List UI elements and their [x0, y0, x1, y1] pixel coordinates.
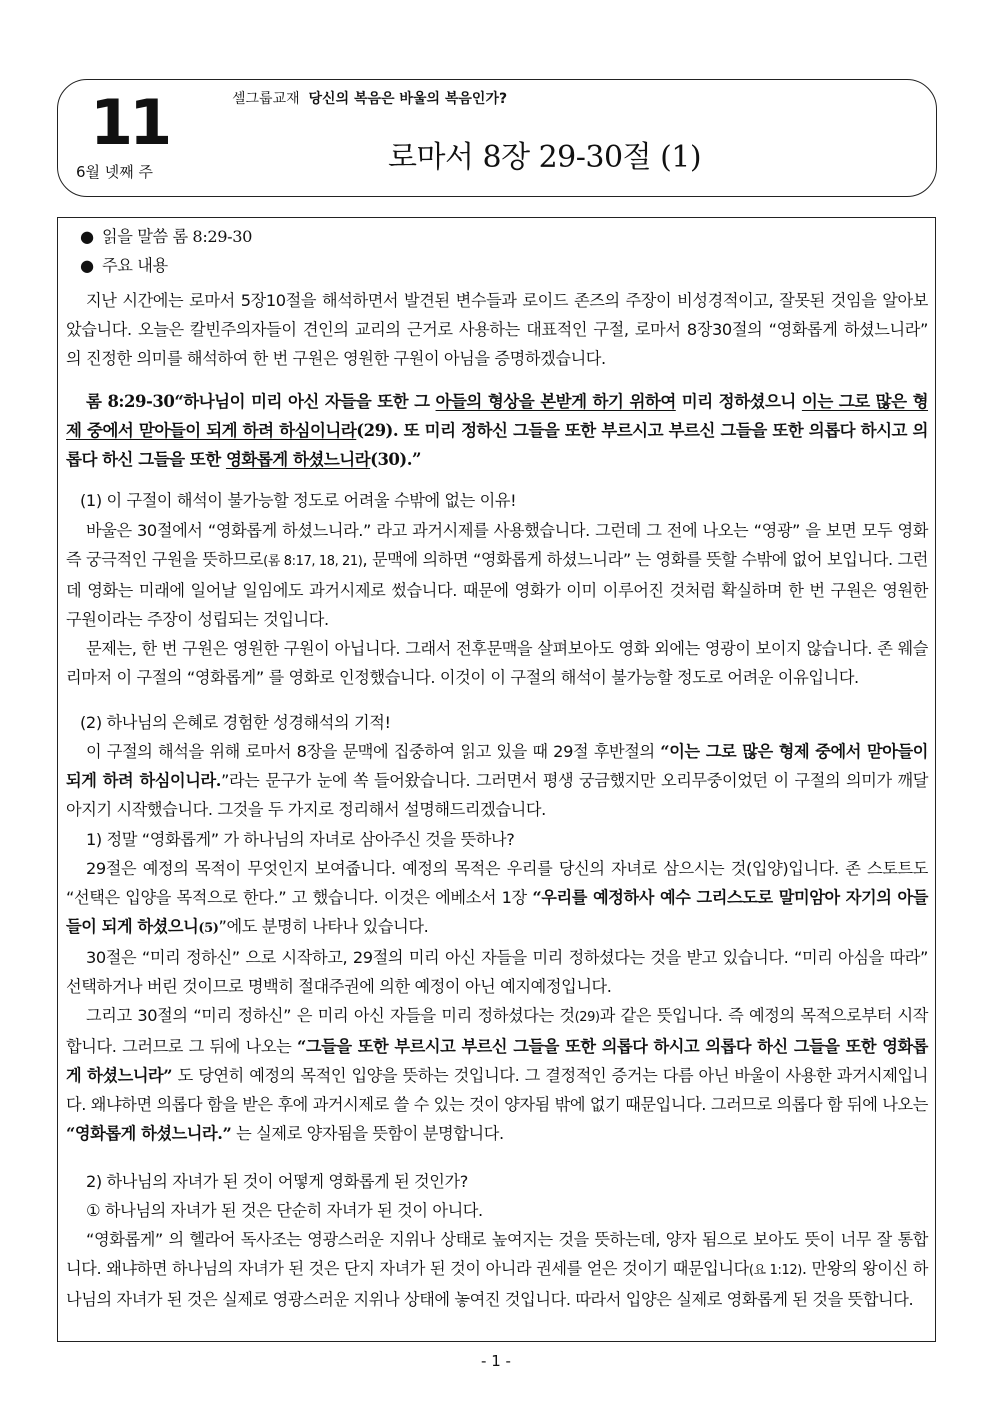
reading-ref: 롬 8:29-30	[172, 227, 253, 246]
main-label: 주요 내용	[102, 256, 168, 276]
text: 도 당연히 예정의 목적인 입양을 뜻하는 것입니다. 그 결정적인 증거는 다름 아닌 바울이 사용한 과거시제입니다. 왜냐하면 의롭다 함을 받은 후에 과거시제로 쓸 수 있는 것이 양자됨 밖에 없기 때문입니다. 그러므로 의롭다 함 뒤에 나오는	[66, 1066, 928, 1115]
section1-paragraph: 문제는, 한 번 구원은 영원한 구원이 아닙니다. 그래서 전후문맥을 살펴보아도 영화 외에는 영광이 보이지 않습니다. 존 웨슬리마저 이 구절의 “영화롭게” 를 영화로 인정했습니다. 이것이 이 구절의 해석이 불가능할 정도로 어려운 이유입니다.	[66, 638, 928, 688]
series-title: 당신의 복음은 바울의 복음인가?	[308, 91, 508, 107]
content	[66, 222, 928, 1314]
question-1: 1) 정말 “영화롭게” 가 하나님의 자녀로 삼아주신 것을 뜻하나?	[86, 829, 515, 849]
reference: (롬 8:17, 18, 21)	[263, 553, 363, 569]
section2-paragraph: 30절은 “미리 정하신” 으로 시작하고, 29절의 미리 아신 자들을 미리 정하셨다는 것을 받고 있습니다. “미리 아심을 따라” 선택하거나 버린 것이므로 명백히 절대주권에 의한 예정이 아닌 예지예정입니다.	[66, 947, 928, 996]
subquestion-2a: ① 하나님의 자녀가 된 것은 단순히 자녀가 된 것이 아니다.	[86, 1200, 483, 1220]
text: ”에도 분명히 나타나 있습니다.	[218, 916, 429, 936]
reference: (5)	[198, 920, 219, 936]
text: 는 실제로 양자됨을 뜻함이 분명합니다.	[231, 1124, 504, 1144]
reference: (29)	[574, 1010, 600, 1026]
bullet-icon: ●	[80, 256, 94, 276]
main-line	[66, 251, 928, 280]
text: 그리고 30절의 “미리 정하신” 은 미리 아신 자들을 미리 정하셨다는 것	[86, 1006, 575, 1026]
verse-text: 미리 정하셨으니	[675, 392, 802, 412]
text: 이 구절의 해석을 위해 로마서 8장을 문맥에 집중하여 읽고 있을 때 29절 후반절의	[86, 742, 661, 762]
series-line	[232, 88, 507, 108]
verse-underline: 아들의 형상을 본받게 하기 위하여	[435, 392, 676, 412]
text: 과 같은 뜻입니다. 즉 예정의 목적으로부터 시작합니다. 그러므로 그 뒤에 나오는	[66, 1006, 929, 1057]
week-label: 6월 넷째 주	[76, 163, 154, 181]
section2-paragraph	[66, 1001, 928, 1148]
text: , 문맥에 의하면 “영화롭게 하셨느니라” 는 영화를 뜻할 수밖에 없어 보입니다. 그런데 영화는 미래에 일어날 일임에도 과거시제로 썼습니다. 때문에 영화가 이미 이루어진 것처럼 확실하며 한 번 구원은 영원한 구원이라는 주장이 성립되는 것입니다.	[66, 549, 928, 629]
reading-line	[66, 222, 928, 251]
verse-text: (30).”	[370, 450, 421, 470]
bullet-icon: ●	[80, 227, 94, 246]
section2-paragraph	[66, 1225, 928, 1314]
verse-text: (29). 또 미리 정하신 그들을 또한 부르시고 부르신 그들을 또한 의롭다 하시고 의롭다 하신 그들을 또한	[66, 421, 928, 470]
intro-paragraph: 지난 시간에는 로마서 5장10절을 해석하면서 발견된 변수들과 로이드 존즈의 주장이 비성경적이고, 잘못된 것임을 알아보았습니다. 오늘은 칼빈주의자들이 견인의 교리의 근거로 사용하는 대표적인 구절, 로마서 8장30절의 “영화롭게 하셨느니라” 의 진정한 의미를 해석하여 한 번 구원은 영원한 구원이 아님을 증명하겠습니다.	[66, 291, 928, 369]
verse-quote	[66, 387, 928, 474]
question-2: 2) 하나님의 자녀가 된 것이 어떻게 영화롭게 된 것인가?	[86, 1171, 468, 1191]
reference: (요 1:12)	[748, 1262, 802, 1278]
text: “영화롭게” 의 헬라어 독사조는 영광스러운 지위나 상태로 높여지는 것을 뜻하는데, 양자 됨으로 보아도 뜻이 너무 잘 통합니다. 왜냐하면 하나님의 자녀가 된 것은 단지 자녀가 된 것이 아니라 권세를 얻은 것이기 때문입니다	[66, 1229, 928, 1278]
bold-quote: “그들을 또한 부르시고 부르신 그들을 또한 의롭다 하시고 의롭다 하신 그들을 또한 영화롭게 하셨느니라”	[66, 1037, 928, 1086]
text: ”라는 문구가 눈에 쏙 들어왔습니다. 그러면서 평생 궁금했지만 오리무중이었던 이 구절의 의미가 깨달아지기 시작했습니다. 그것을 두 가지로 정리해서 설명해드리겠습니다.	[66, 771, 928, 820]
verse-underline: 이는 그로 많은 형제 중에서 맏아들이 되게 하려 하심이니라	[66, 392, 929, 441]
section2-paragraph	[66, 854, 928, 943]
verse-underline: 영화롭게 하셨느니라	[225, 450, 371, 470]
section2-paragraph	[66, 737, 928, 824]
text: 바울은 30절에서 “영화롭게 하셨느니라.” 라고 과거시제를 사용했습니다. 그런데 그 전에 나오는 “영광” 을 보면 모두 영화 즉 궁극적인 구원을 뜻하므로	[66, 520, 928, 569]
text: 29절은 예정의 목적이 무엇인지 보여줍니다. 예정의 목적은 우리를 당신의 자녀로 삼으시는 것(입양)입니다. 존 스토트도 “선택은 입양을 목적으로 한다.” 고 했습니다. 이것은 에베소서 1장	[66, 858, 928, 907]
verse-text: “하나님이 미리 아신 자들을 또한 그	[174, 392, 436, 412]
series-label: 셀그룹교재	[232, 91, 300, 107]
section1-paragraph	[66, 516, 928, 634]
text: . 만왕의 왕이신 하나님의 자녀가 된 것은 실제로 영광스러운 지위나 상태에 놓여진 것입니다. 따라서 입양은 실제로 영화롭게 된 것을 뜻합니다.	[66, 1258, 929, 1309]
section1-heading: (1) 이 구절이 해석이 불가능할 정도로 어려울 수밖에 없는 이유!	[80, 491, 517, 511]
bold-quote: “이는 그로 많은 형제 중에서 맏아들이 되게 하려 하심이니라.	[66, 742, 928, 791]
bold-quote: “우리를 예정하사 예수 그리스도로 말미암아 자기의 아들들이 되게 하셨으니	[66, 887, 929, 936]
lesson-number: 11	[90, 86, 169, 159]
verse-ref: 롬 8:29-30	[86, 392, 175, 412]
section2-heading: (2) 하나님의 은혜로 경험한 성경해석의 기적!	[80, 713, 391, 733]
reading-label: 읽을 말씀	[102, 227, 168, 246]
bold-quote: “영화롭게 하셨느니라.”	[66, 1124, 232, 1144]
page-title: 로마서 8장 29-30절 (1)	[388, 140, 702, 175]
page-number: - 1 -	[481, 1352, 511, 1370]
